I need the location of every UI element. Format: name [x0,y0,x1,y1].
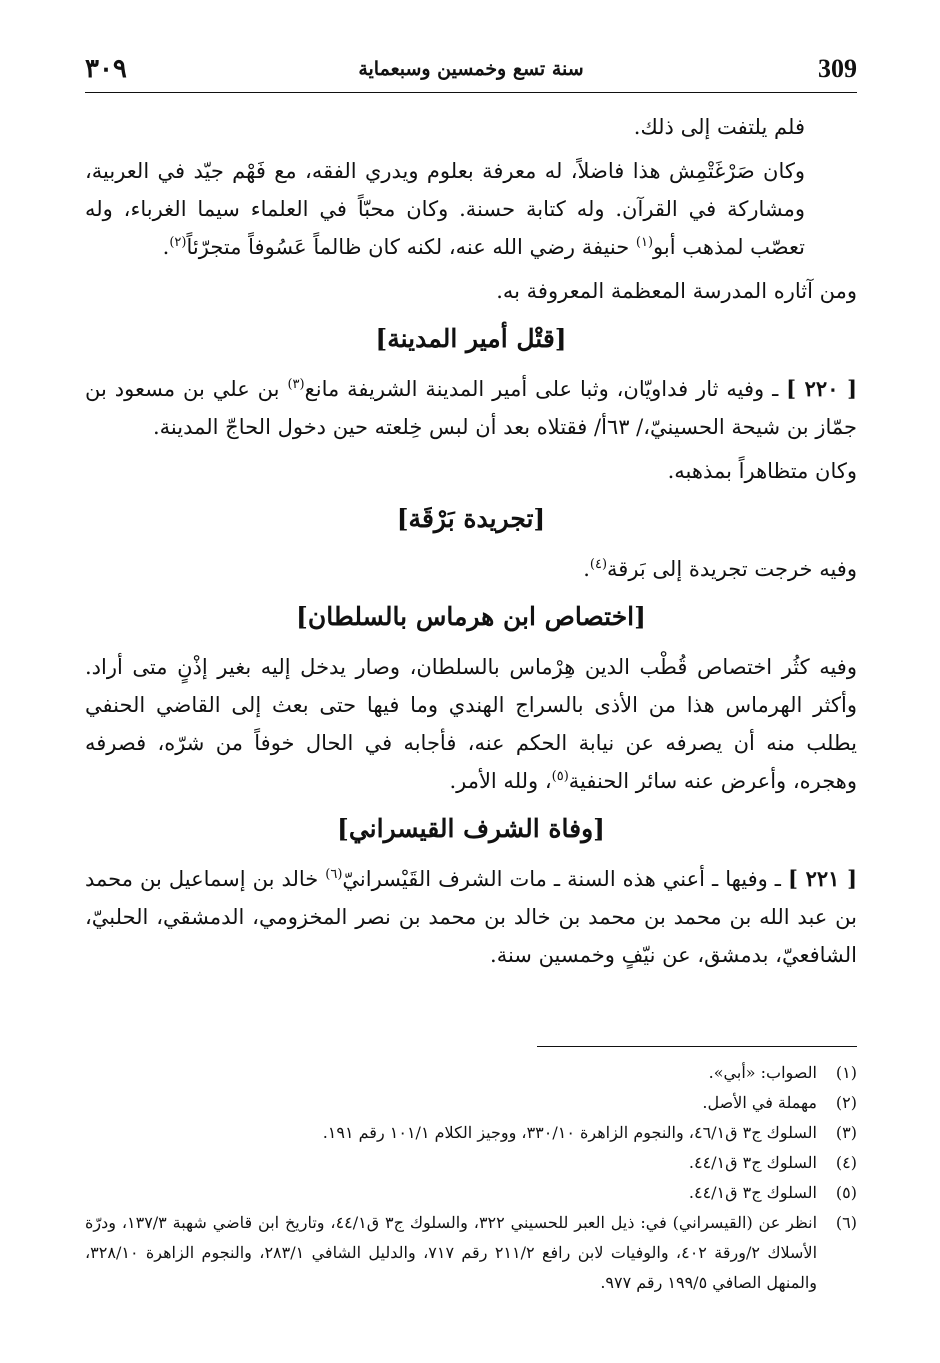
running-header [85,52,857,93]
paragraph-5: وكان متظاهراً بمذهبه. [667,459,857,483]
paragraph-8: [ ٢٢١ ] ـ وفيها ـ أعني هذه السنة ـ مات الشرف القَيْسرانيّ$^{(٦)}$ خالد بن إسماعيل بن محمد بن عبد الله بن محمد بن محمد بن خالد بن محمد بن نصر المخزومي، الدمشقي، الحلبيّ، الشافعيّ، بدمشق، عن نيّفٍ وخمسين سنة. [85,866,858,967]
entry-number-221: [ ٢٢١ ] [787,866,858,891]
footnote-ref-6[interactable]: (٦) [325,867,343,882]
footnote-2: (٢) مهملة في الأصل. [702,1093,857,1112]
section-heading-1: [قتْل أمير المدينة] [375,324,567,353]
footnote-ref-2[interactable]: (٢) [169,235,187,250]
section-heading-3: [اختصاص ابن هرماس بالسلطان] [296,602,646,631]
footnote-1: (١) الصواب: «أبي». [708,1063,857,1082]
footnote-divider [537,1046,857,1047]
footnote-3: (٣) السلوك ج٣ ق٤٦/١، والنجوم الزاهرة ٣٣٠/١٠، ووجيز الكلام ١٠١/١ رقم ١٩١. [322,1123,857,1142]
footnote-4: (٤) السلوك ج٣ ق٤٤/١. [688,1153,857,1172]
paragraph-1: فلم يلتفت إلى ذلك. [633,115,805,139]
footnote-ref-1[interactable]: (١) [635,235,654,250]
section-heading-4: [وفاة الشرف القيسراني] [337,814,605,843]
body-text [85,108,857,980]
paragraph-7: وفيه كثُر اختصاص قُطْب الدين هِرْماس بالسلطان، وصار يدخل إليه بغير إذْنٍ متى أراد. وأكثر الهرماس هذا من الأذى بالسراج الهندي وما فيها حتى بعث إلى القاضي الحنفي يطلب منه أن يصرفه عن نيابة الحكم عنه، فأجابه في الحال خوفاً من شرّه، فصرفه وهجره، وأعرض عنه سائر الحنفية$^{(٥)}$، ولله الأمر. [85,655,857,793]
footnote-ref-3[interactable]: (٣) [287,377,305,392]
footnote-ref-5[interactable]: (٥) [551,769,569,784]
footnote-ref-4[interactable]: (٤) [589,557,608,572]
footnotes [85,1058,857,1298]
paragraph-3: ومن آثاره المدرسة المعظمة المعروفة به. [496,279,857,303]
paragraph-6: وفيه خرجت تجريدة إلى بَرقة$^{(٤)}$. [583,557,857,581]
footnote-6: (٦) انظر عن (القيسراني) في: ذيل العبر للحسيني ٣٢٢، والسلوك ج٣ ق٤٤/١، وتاريخ ابن قاضي شهبة ١٣٧/٣، ودرّة الأسلاك ٢/ورقة ٤٠٢، والوفيات لابن رافع ٢١١/٢ رقم ٧١٧، والدليل الشافي ٢٨٣/١، والنجوم الزاهرة ٣٢٨/١٠، والمنهل الصافي ١٩٩/٥ رقم ٩٧٧. [85,1213,857,1292]
section-heading-2: [تجريدة بَرْقَة] [396,504,546,533]
footnote-5: (٥) السلوك ج٣ ق٤٤/١. [688,1183,857,1202]
paragraph-2: وكان صَرْغَتْمِش هذا فاضلاً، له معرفة بعلوم ويدري الفقه، مع فَهْم جيّد في العربية، ومشاركة في القرآن. وله كتابة حسنة. وكان محبّاً في العلماء سيما الغرباء، وله تعصّب لمذهب أبو$^{(١)}$ حنيفة رضي الله عنه، لكنه كان ظالماً عَسُوفاً متجرّئاً$^{(٢)}$. [85,159,805,259]
entry-number-220: [ ٢٢٠ ] [786,376,857,401]
running-title: سنة تسع وخمسين وسبعماية [358,58,584,80]
page-number-arabic: ٣٠٩ [85,54,127,84]
paragraph-4: [ ٢٢٠ ] ـ وفيه ثار فداويّان، وثبا على أمير المدينة الشريفة مانع$^{(٣)}$ بن علي بن مسعود بن جمّاز بن شيحة الحسينيّ،/ ٦٣أ/ فقتلاه بعد أن لبس خِلعته حين دخول الحاجّ المدينة. [85,376,857,439]
page-number-latin: 309 [818,54,857,83]
